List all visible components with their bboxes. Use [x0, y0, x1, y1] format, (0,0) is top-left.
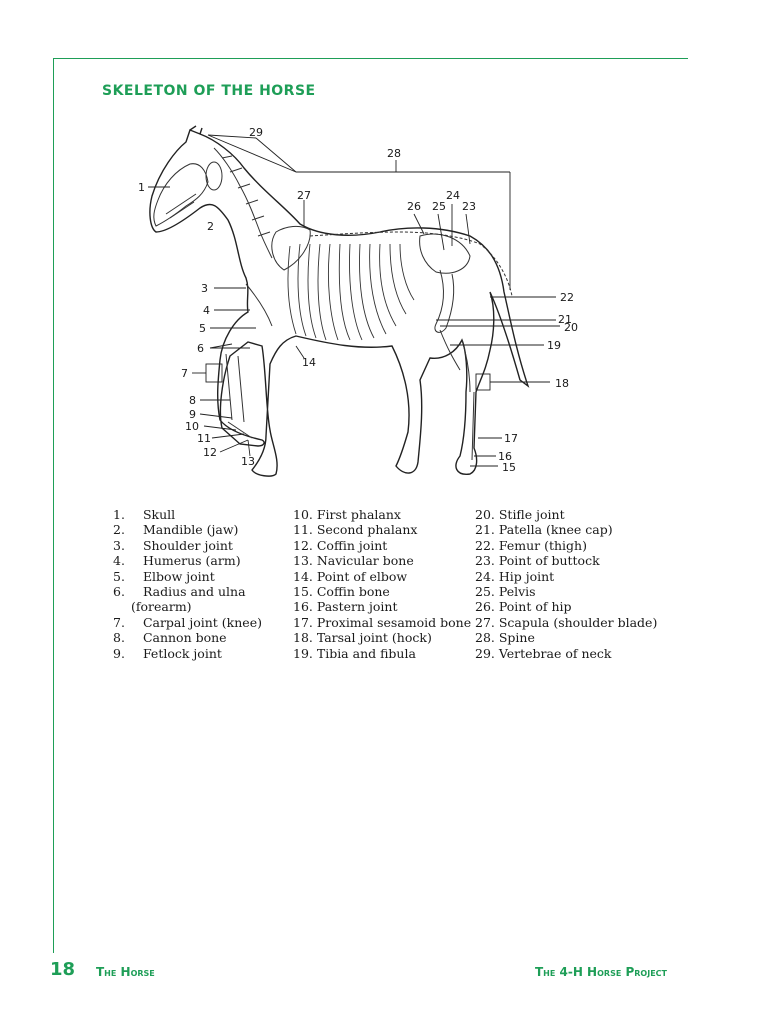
- legend-item: 29. Vertebrae of neck: [475, 645, 612, 661]
- label-7: 7: [181, 367, 188, 380]
- legend-item: 10. First phalanx: [293, 507, 401, 522]
- legend-column-1: [113, 507, 262, 661]
- label-19: 19: [547, 339, 561, 352]
- label-22: 22: [560, 291, 574, 304]
- legend-item: 7. Carpal joint (knee): [113, 614, 262, 630]
- legend-item: 28. Spine: [475, 630, 535, 646]
- label-8: 8: [189, 394, 196, 407]
- neck-vertebrae: [214, 148, 272, 258]
- label-21: 21: [558, 313, 572, 326]
- legend-item: 17. Proximal sesamoid bone: [293, 614, 472, 630]
- figure-number-labels: [138, 126, 578, 474]
- label-10: 10: [185, 420, 199, 433]
- femur-shape: [435, 270, 454, 332]
- label-12: 12: [203, 446, 217, 459]
- label-4: 4: [203, 304, 210, 317]
- label-25: 25: [432, 200, 446, 213]
- label-16: 16: [498, 450, 512, 463]
- leader-lines: [148, 135, 560, 466]
- top-rule: [54, 58, 688, 59]
- label-15: 15: [502, 461, 516, 474]
- label-27: 27: [297, 189, 311, 202]
- legend-item: (forearm): [131, 599, 192, 615]
- label-13: 13: [241, 455, 255, 468]
- label-3: 3: [201, 282, 208, 295]
- legend-column-2: [293, 507, 471, 661]
- legend-item: 9. Fetlock joint: [113, 645, 222, 661]
- legend-item: 5. Elbow joint: [113, 568, 215, 584]
- spine-line: [310, 232, 512, 296]
- label-20: 20: [564, 321, 578, 334]
- label-29: 29: [249, 126, 263, 139]
- label-1: 1: [138, 181, 145, 194]
- scapula-shape: [272, 226, 310, 270]
- pelvis-shape: [420, 234, 470, 273]
- label-9: 9: [189, 408, 196, 421]
- page-heading: SKELETON OF THE HORSE: [102, 83, 316, 99]
- legend-item: 1. Skull: [113, 507, 176, 522]
- label-14: 14: [302, 356, 316, 369]
- label-26: 26: [407, 200, 421, 213]
- legend-item: 15. Coffin bone: [293, 584, 390, 600]
- page-number: 18: [50, 959, 76, 980]
- project-title: The 4-H Horse Project: [534, 965, 667, 979]
- legend-item: 4. Humerus (arm): [113, 553, 241, 569]
- label-18: 18: [555, 377, 569, 390]
- horse-skeleton-figure: [130, 120, 590, 480]
- legend-item: 21. Patella (knee cap): [475, 522, 613, 538]
- label-6: 6: [197, 342, 204, 355]
- legend-item: 19. Tibia and fibula: [293, 645, 416, 661]
- label-17: 17: [504, 432, 518, 445]
- label-24: 24: [446, 189, 460, 202]
- legend-item: 26. Point of hip: [475, 599, 572, 615]
- legend-item: 13. Navicular bone: [293, 553, 414, 569]
- legend-item: 14. Point of elbow: [293, 568, 408, 584]
- legend-item: 18. Tarsal joint (hock): [293, 630, 432, 646]
- legend-item: 20. Stifle joint: [475, 507, 565, 522]
- label-28: 28: [387, 147, 401, 160]
- legend-item: 24. Hip joint: [475, 568, 555, 584]
- legend-item: 6. Radius and ulna: [113, 584, 246, 600]
- label-23: 23: [462, 200, 476, 213]
- legend-item: 23. Point of buttock: [475, 553, 600, 569]
- label-11: 11: [197, 432, 211, 445]
- left-rule: [53, 58, 54, 953]
- legend-item: 2. Mandible (jaw): [113, 522, 239, 538]
- label-2: 2: [207, 220, 214, 233]
- legend-item: 12. Coffin joint: [293, 537, 388, 553]
- legend-item: 27. Scapula (shoulder blade): [475, 614, 658, 630]
- legend-column-3: [475, 507, 657, 661]
- ribcage: [288, 244, 414, 340]
- legend-item: 16. Pastern joint: [293, 599, 398, 615]
- legend-item: 22. Femur (thigh): [475, 537, 587, 553]
- legend-item: 25. Pelvis: [475, 584, 536, 600]
- section-title: The Horse: [96, 965, 155, 979]
- legend-item: 8. Cannon bone: [113, 630, 227, 646]
- legend-item: 11. Second phalanx: [293, 522, 418, 538]
- legend-item: 3. Shoulder joint: [113, 537, 233, 553]
- label-5: 5: [199, 322, 206, 335]
